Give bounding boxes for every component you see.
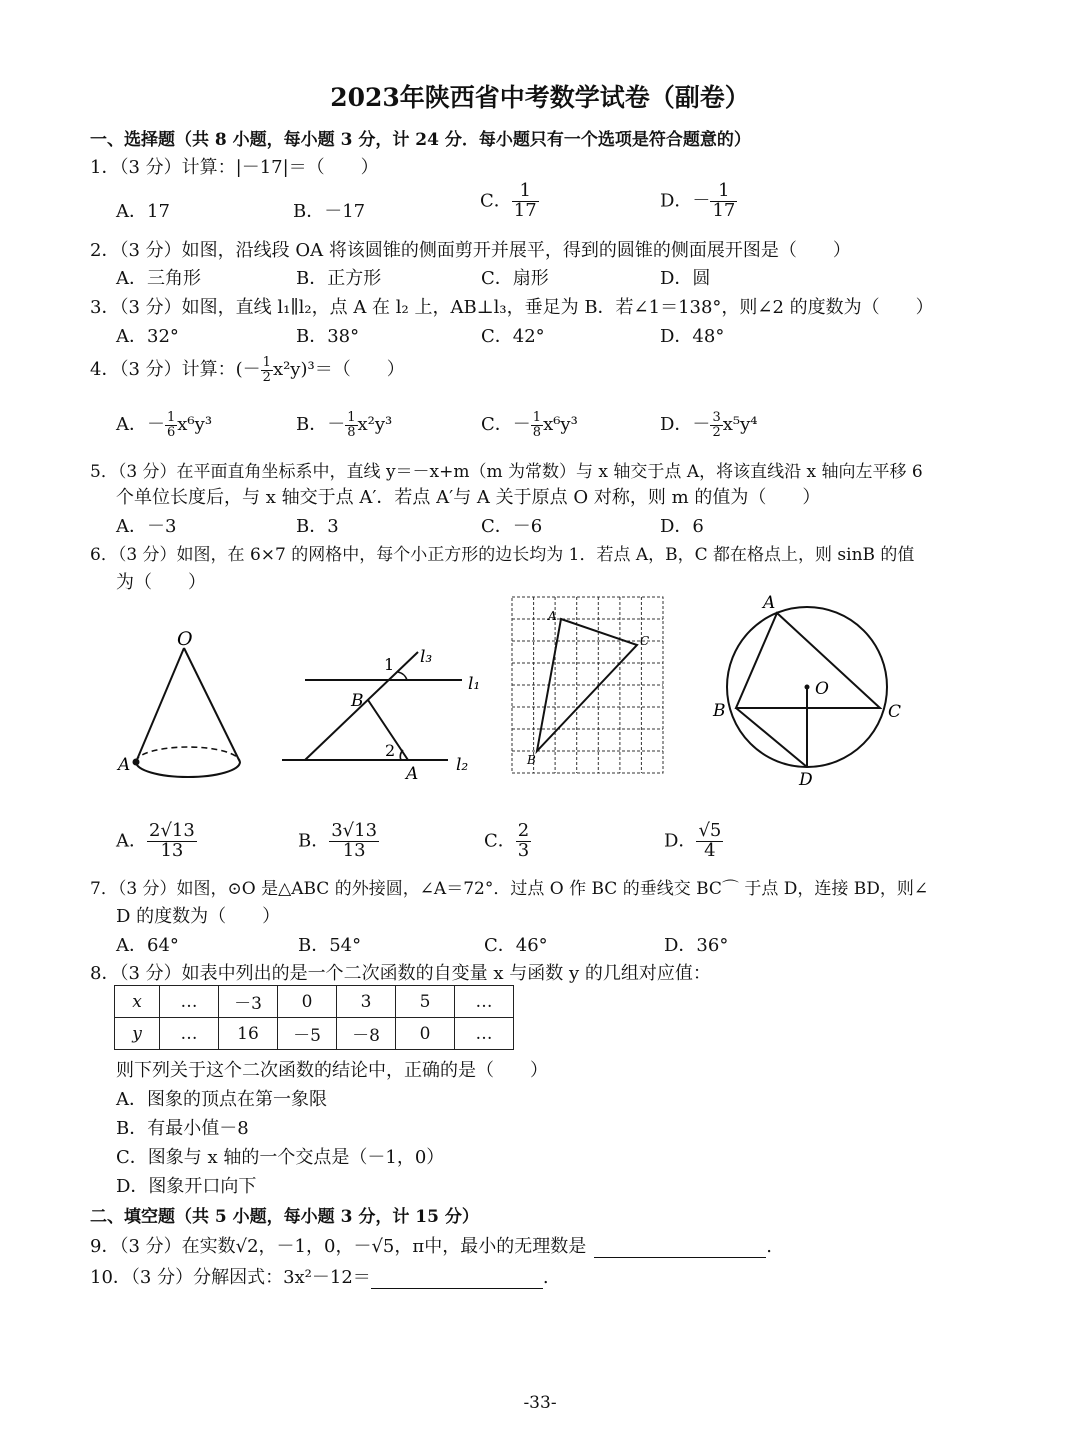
table-cell: 0 — [396, 1018, 455, 1050]
q3-option-c: C．42° — [481, 326, 545, 347]
line-l1-label: l₁ — [468, 674, 481, 694]
cone-label-o: O — [177, 628, 193, 650]
q2-option-b: B．正方形 — [296, 268, 382, 289]
cone-label-a: A — [118, 755, 131, 775]
q9-answer-blank[interactable] — [594, 1236, 766, 1258]
figures-row — [0, 590, 1080, 810]
q7-option-b: B．54° — [298, 935, 362, 956]
table-cell: … — [160, 986, 219, 1018]
q7-line-1: 7．（3 分）如图，⊙O 是△ABC 的外接圆，∠A＝72°．过点 O 作 BC 的垂线交 BC⌒ 于点 D，连接 BD，则∠ — [90, 879, 929, 899]
circle-label-d: D — [799, 770, 813, 790]
table-cell: y — [115, 1018, 160, 1050]
q2-stem: 2．（3 分）如图，沿线段 OA 将该圆锥的侧面剪开并展平，得到的圆锥的侧面展开图是（ ） — [90, 240, 851, 261]
cone-figure — [116, 628, 240, 777]
q9-stem: 9．（3 分）在实数√2，－1，0，－√5，π中，最小的无理数是 . — [90, 1236, 772, 1257]
table-cell: －3 — [219, 986, 278, 1018]
q4-stem: 4．（3 分）计算：(－ $\frac{1}{2}$ x²y)³＝（ ） — [90, 354, 405, 385]
q2-option-c: C．扇形 — [481, 268, 549, 289]
q6-option-a: A． $\frac{2√13}{13}$ — [116, 820, 195, 861]
q8-value-table — [114, 985, 514, 1050]
q4-option-b: B．－ $\frac{1}{8}$ x²y³ — [296, 409, 393, 440]
q3-stem: 3．（3 分）如图，直线 l₁∥l₂，点 A 在 l₂ 上，AB⊥l₃，垂足为 B．若∠1＝138°，则∠2 的度数为（ ） — [90, 297, 934, 318]
q10-stem: 10．（3 分）分解因式：3x²－12＝ . — [90, 1267, 549, 1288]
q2-option-a: A．三角形 — [116, 268, 201, 289]
table-row-x — [115, 986, 514, 1018]
angle-2-label: 2 — [385, 741, 396, 760]
q7-line-2: D 的度数为（ ） — [116, 906, 281, 927]
circle-label-a: A — [763, 593, 776, 613]
q8-option-d: D．图象开口向下 — [116, 1176, 257, 1197]
angle-1-label: 1 — [384, 655, 395, 674]
q6-option-c: C． $\frac{2}{3}$ — [484, 820, 530, 861]
point-b-label: B — [351, 691, 364, 711]
q3-option-a: A．32° — [116, 326, 179, 347]
table-cell: 3 — [337, 986, 396, 1018]
q10-answer-blank[interactable] — [371, 1267, 543, 1289]
line-l3-label: l₃ — [420, 647, 433, 667]
q7-option-a: A．64° — [116, 935, 179, 956]
circle-label-o: O — [815, 679, 829, 699]
point-a-label: A — [406, 764, 419, 784]
q1-option-a: A．17 — [116, 201, 170, 222]
page-number: -33- — [523, 1393, 557, 1413]
q8-option-a: A．图象的顶点在第一象限 — [116, 1089, 327, 1110]
q8-stem: 8．（3 分）如表中列出的是一个二次函数的自变量 x 与函数 y 的几组对应值： — [90, 963, 711, 984]
q5-option-c: C．－6 — [481, 516, 543, 537]
q6-option-b: B． $\frac{3√13}{13}$ — [298, 820, 378, 861]
grid-label-b: B — [527, 753, 536, 767]
table-cell: x — [115, 986, 160, 1018]
circle-figure — [712, 593, 901, 790]
line-l2-label: l₂ — [456, 755, 469, 775]
table-cell: －8 — [337, 1018, 396, 1050]
q6-line-1: 6．（3 分）如图，在 6×7 的网格中，每个小正方形的边长均为 1．若点 A，B，C 都在格点上，则 sinB 的值 — [90, 545, 915, 565]
q5-option-a: A．－3 — [116, 516, 177, 537]
table-cell: … — [455, 986, 514, 1018]
table-cell: … — [160, 1018, 219, 1050]
q1-option-d: D．－ $\frac{1}{17}$ — [660, 180, 736, 221]
table-cell: 5 — [396, 986, 455, 1018]
q5-option-b: B．3 — [296, 516, 339, 537]
q8-option-c: C．图象与 x 轴的一个交点是（－1，0） — [116, 1147, 445, 1168]
section-2-heading: 二、填空题（共 5 小题，每小题 3 分，计 15 分） — [90, 1207, 479, 1227]
q3-option-d: D．48° — [660, 326, 725, 347]
q1-option-c: C． $\frac{1}{17}$ — [480, 180, 537, 221]
q5-option-d: D．6 — [660, 516, 704, 537]
q5-line-2: 个单位长度后，与 x 轴交于点 A′．若点 A′与 A 关于原点 O 对称，则 m 的值为（ ） — [116, 487, 821, 508]
table-cell: 0 — [278, 986, 337, 1018]
q8-after-table: 则下列关于这个二次函数的结论中，正确的是（ ） — [116, 1060, 548, 1081]
q7-option-d: D．36° — [664, 935, 729, 956]
q6-option-d: D． $\frac{√5}{4}$ — [664, 820, 722, 861]
table-cell: －5 — [278, 1018, 337, 1050]
parallel-lines-figure — [282, 647, 480, 784]
q1-stem: 1．（3 分）计算：|－17|＝（ ） — [90, 157, 379, 178]
page-title: 2023年陕西省中考数学试卷（副卷） — [330, 83, 750, 112]
q7-option-c: C．46° — [484, 935, 548, 956]
grid-label-c: C — [640, 634, 650, 648]
table-row-y — [115, 1018, 514, 1050]
q6-line-2: 为（ ） — [116, 572, 206, 593]
table-cell: … — [455, 1018, 514, 1050]
q3-option-b: B．38° — [296, 326, 360, 347]
table-cell: 16 — [219, 1018, 278, 1050]
grid-figure — [512, 597, 663, 773]
q1-option-b: B．－17 — [293, 201, 366, 222]
q8-option-b: B．有最小值－8 — [116, 1118, 249, 1139]
q5-line-1: 5．（3 分）在平面直角坐标系中，直线 y＝－x+m（m 为常数）与 x 轴交于点 A，将该直线沿 x 轴向左平移 6 — [90, 462, 923, 482]
q2-option-d: D．圆 — [660, 268, 711, 289]
q4-option-c: C．－ $\frac{1}{8}$ x⁶y³ — [481, 409, 578, 440]
section-1-heading: 一、选择题（共 8 小题，每小题 3 分，计 24 分．每小题只有一个选项是符合题意的） — [90, 130, 751, 150]
q4-option-d: D．－ $\frac{3}{2}$ x⁵y⁴ — [660, 409, 758, 440]
q4-option-a: A．－ $\frac{1}{6}$ x⁶y³ — [116, 409, 213, 440]
circle-label-b: B — [713, 701, 726, 721]
grid-label-a: A — [548, 609, 557, 623]
circle-label-c: C — [888, 702, 902, 722]
